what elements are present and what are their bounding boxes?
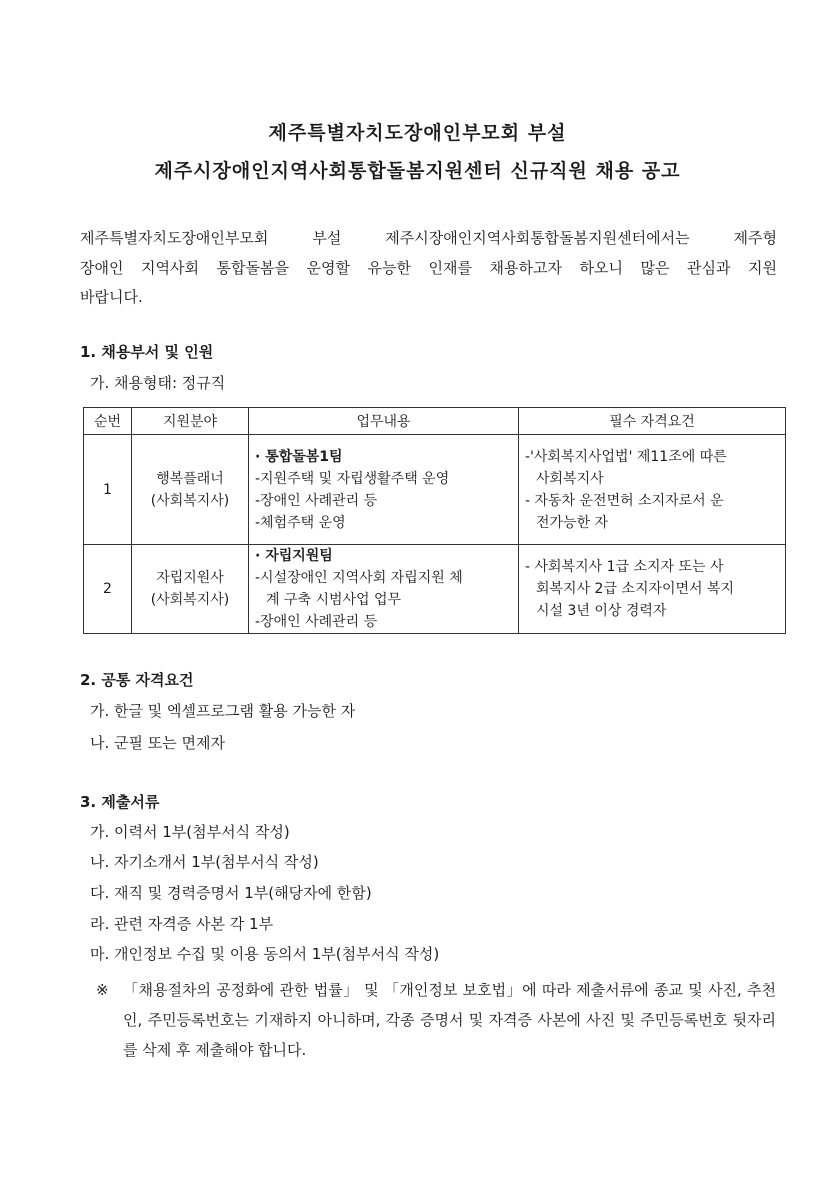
intro-line-3: 바랍니다.: [80, 288, 143, 306]
row2-req1-line2: 회복지사 2급 소지자이면서 복지: [536, 581, 735, 597]
row2-team: · 자립지원팀: [255, 548, 333, 564]
row1-field-line2: (사회복지사): [150, 492, 230, 509]
row2-duty-2: -장애인 사례관리 등: [255, 614, 378, 630]
section3-heading: 3. 제출서류: [80, 793, 160, 811]
header-no: 순번: [84, 408, 132, 435]
table-header-row: [84, 408, 786, 435]
row2-field-line1: 자립지원사: [156, 570, 224, 586]
row1-field: [132, 435, 249, 545]
title-line-2: 제주시장애인지역사회통합돌봄지원센터 신규직원 채용 공고: [154, 160, 681, 182]
row1-req2-line2: 전가능한 자: [536, 514, 609, 531]
row1-req1-line2: 사회복지사: [536, 470, 604, 487]
section3-item-c: 다. 재직 및 경력증명서 1부(해당자에 한함): [90, 884, 372, 902]
row1-duties: [249, 435, 519, 545]
row2-field: [132, 545, 249, 634]
intro-paragraph: [80, 224, 777, 313]
row2-req1-line3: 시설 3년 이상 경력자: [536, 603, 667, 619]
note-text: 「채용절차의 공정화에 관한 법률」 및 「개인정보 보호법」에 따라 제출서류에 종교 및 사진, 추천인, 주민등록번호는 기재하지 아니하며, 각종 증명서 및 자격증 사본에 사진 및 주민등록번호 뒷자리를 삭제 후 제출해야 합니다.: [123, 981, 776, 1059]
row2-field-line2: (사회복지사): [150, 592, 230, 608]
row1-duty-2: -장애인 사례관리 등: [255, 492, 378, 509]
header-field: 지원분야: [132, 408, 249, 435]
submission-note: [96, 975, 776, 1065]
section3-item-b: 나. 자기소개서 1부(첨부서식 작성): [90, 853, 319, 871]
section2-item-b: 나. 군필 또는 면제자: [90, 734, 225, 752]
row2-duty1-line1: -시설장애인 지역사회 자립지원 체: [255, 570, 463, 586]
row1-req2-line1: - 자동차 운전면허 소지자로서 운: [525, 492, 724, 509]
section3-item-d: 라. 관련 자격증 사본 각 1부: [90, 915, 274, 933]
row1-team: · 통합돌봄1팀: [255, 448, 343, 465]
row1-requirements: [519, 435, 786, 545]
table-row: [84, 435, 786, 545]
row2-requirements: [519, 545, 786, 634]
row1-field-line1: 행복플래너: [156, 470, 224, 487]
intro-line-1: 제주특별자치도장애인부모회 부설 제주시장애인지역사회통합돌봄지원센터에서는 제주형: [80, 229, 777, 247]
title-line-1: 제주특별자치도장애인부모회 부설: [268, 122, 567, 144]
section2-item-a: 가. 한글 및 엑셀프로그램 활용 가능한 자: [90, 702, 356, 720]
row1-duty-3: -체험주택 운영: [255, 514, 346, 531]
row2-req1-line1: - 사회복지사 1급 소지자 또는 사: [525, 559, 724, 575]
section3-item-e: 마. 개인정보 수집 및 이용 동의서 1부(첨부서식 작성): [90, 945, 440, 963]
recruitment-table: [83, 407, 786, 634]
row2-duty1-line2: 계 구축 시범사업 업무: [266, 592, 402, 608]
section2-heading: 2. 공통 자격요건: [80, 671, 194, 689]
section1-item-a: 가. 채용형태: 정규직: [90, 374, 226, 392]
row2-duties: [249, 545, 519, 634]
note-mark: ※: [96, 981, 109, 999]
row1-no: 1: [84, 435, 132, 545]
row1-req1-line1: -'사회복지사업법' 제11조에 따른: [525, 448, 727, 465]
section3-item-a: 가. 이력서 1부(첨부서식 작성): [90, 823, 290, 841]
header-duties: 업무내용: [249, 408, 519, 435]
section1-heading: 1. 채용부서 및 인원: [80, 343, 214, 361]
row2-no: 2: [84, 545, 132, 634]
intro-line-2: 장애인 지역사회 통합돌봄을 운영할 유능한 인재를 채용하고자 하오니 많은 관심과 지원: [80, 258, 777, 277]
table-row: [84, 545, 786, 634]
header-requirements: 필수 자격요건: [519, 408, 786, 435]
row1-duty-1: -지원주택 및 자립생활주택 운영: [255, 470, 450, 487]
